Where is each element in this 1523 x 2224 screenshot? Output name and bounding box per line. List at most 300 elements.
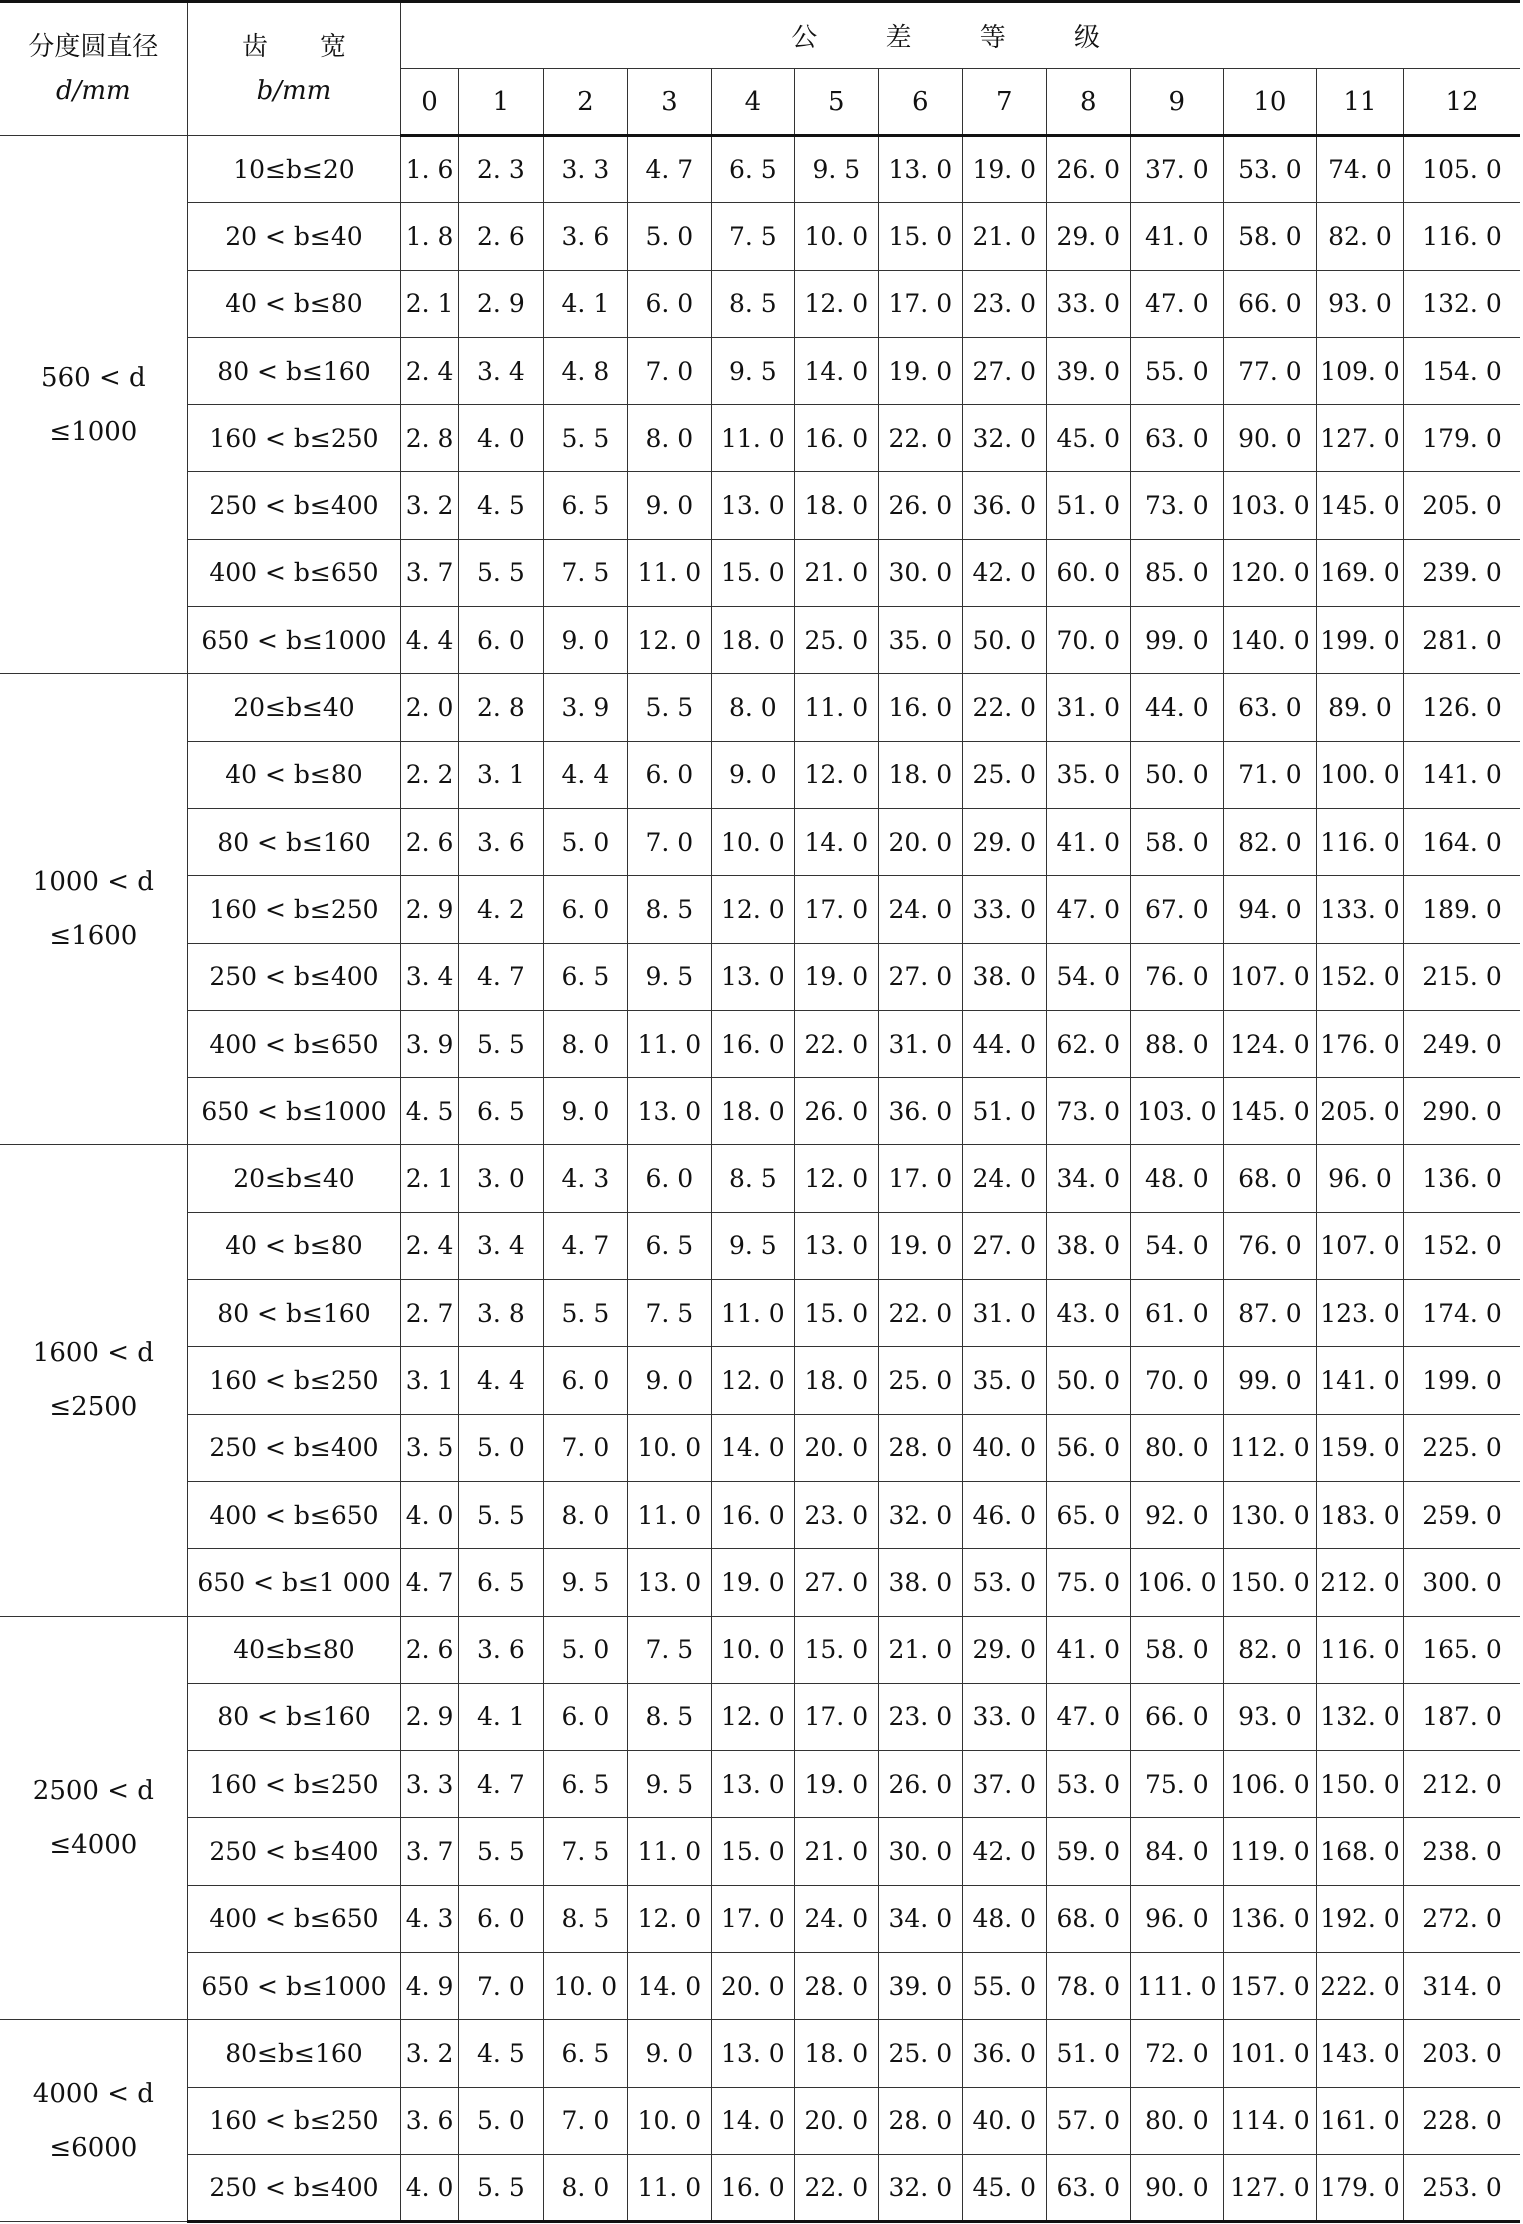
tolerance-value-cell: 105. 0 [1403,136,1520,203]
tolerance-value-cell: 53. 0 [1046,1751,1130,1818]
tolerance-value-cell: 2. 4 [401,337,459,404]
tolerance-value-cell: 84. 0 [1130,1818,1223,1885]
tolerance-value-cell: 41. 0 [1046,808,1130,875]
tolerance-value-cell: 38. 0 [1046,1212,1130,1279]
tolerance-value-cell: 165. 0 [1403,1616,1520,1683]
tolerance-value-cell: 58. 0 [1223,203,1316,270]
tolerance-value-cell: 20. 0 [878,808,962,875]
tolerance-value-cell: 13. 0 [711,943,794,1010]
tolerance-value-cell: 8. 5 [627,876,711,943]
tolerance-value-cell: 8. 0 [543,1010,627,1077]
tolerance-value-cell: 54. 0 [1130,1212,1223,1279]
tolerance-value-cell: 48. 0 [962,1885,1046,1952]
tolerance-value-cell: 3. 7 [401,1818,459,1885]
table-row [0,1145,1520,1212]
tolerance-value-cell: 10. 0 [711,808,794,875]
tolerance-value-cell: 41. 0 [1046,1616,1130,1683]
tolerance-value-cell: 16. 0 [711,1481,794,1548]
tolerance-value-cell: 253. 0 [1403,2154,1520,2221]
diameter-range-line2: ≤1600 [49,921,138,952]
tolerance-value-cell: 9. 5 [794,136,878,203]
tolerance-value-cell: 14. 0 [794,808,878,875]
tolerance-value-cell: 33. 0 [1046,270,1130,337]
tolerance-value-cell: 132. 0 [1403,270,1520,337]
tolerance-value-cell: 272. 0 [1403,1885,1520,1952]
tolerance-value-cell: 20. 0 [711,1953,794,2020]
tolerance-value-cell: 76. 0 [1130,943,1223,1010]
tolerance-value-cell: 68. 0 [1223,1145,1316,1212]
tolerance-value-cell: 12. 0 [794,741,878,808]
tolerance-value-cell: 4. 4 [543,741,627,808]
tolerance-value-cell: 53. 0 [962,1549,1046,1616]
tolerance-value-cell: 12. 0 [711,1347,794,1414]
tolerance-value-cell: 18. 0 [794,472,878,539]
width-range-cell: 650 < b≤1 000 [187,1549,401,1616]
diameter-range-cell [0,674,187,1145]
tolerance-value-cell: 4. 4 [458,1347,543,1414]
table-row [0,1280,1520,1347]
tolerance-value-cell: 24. 0 [878,876,962,943]
width-range-cell: 80 < b≤160 [187,1683,401,1750]
tolerance-value-cell: 2. 2 [401,741,459,808]
width-range-cell: 40≤b≤80 [187,1616,401,1683]
tolerance-value-cell: 27. 0 [962,1212,1046,1279]
tolerance-value-cell: 7. 5 [627,1280,711,1347]
tolerance-value-cell: 42. 0 [962,539,1046,606]
table-row [0,876,1520,943]
table-row [0,472,1520,539]
tolerance-value-cell: 7. 0 [458,1953,543,2020]
tolerance-value-cell: 99. 0 [1130,607,1223,674]
tolerance-value-cell: 6. 5 [543,472,627,539]
tolerance-value-cell: 120. 0 [1223,539,1316,606]
tolerance-value-cell: 53. 0 [1223,136,1316,203]
tolerance-value-cell: 47. 0 [1046,1683,1130,1750]
width-range-cell: 20 < b≤40 [187,203,401,270]
width-range-cell: 80 < b≤160 [187,1280,401,1347]
width-range-cell: 650 < b≤1000 [187,607,401,674]
diameter-range-line2: ≤2500 [49,1392,138,1423]
tolerance-value-cell: 17. 0 [878,1145,962,1212]
tolerance-value-cell: 106. 0 [1223,1751,1316,1818]
tolerance-value-cell: 6. 5 [627,1212,711,1279]
tolerance-value-cell: 12. 0 [711,1683,794,1750]
tolerance-value-cell: 23. 0 [878,1683,962,1750]
tolerance-value-cell: 70. 0 [1130,1347,1223,1414]
tolerance-value-cell: 3. 5 [401,1414,459,1481]
table-header [0,2,1520,136]
width-unit: b/mm [256,76,332,106]
tolerance-value-cell: 12. 0 [711,876,794,943]
tolerance-value-cell: 80. 0 [1130,1414,1223,1481]
tolerance-value-cell: 8. 5 [711,1145,794,1212]
tolerance-value-cell: 9. 0 [627,1347,711,1414]
tolerance-value-cell: 50. 0 [1046,1347,1130,1414]
tolerance-value-cell: 73. 0 [1130,472,1223,539]
tolerance-value-cell: 22. 0 [878,405,962,472]
tolerance-value-cell: 132. 0 [1316,1683,1403,1750]
tolerance-value-cell: 50. 0 [962,607,1046,674]
tolerance-value-cell: 4. 2 [458,876,543,943]
tolerance-value-cell: 35. 0 [878,607,962,674]
table-row [0,1751,1520,1818]
tolerance-value-cell: 5. 5 [543,1280,627,1347]
table-row [0,1683,1520,1750]
tolerance-value-cell: 4. 3 [543,1145,627,1212]
tolerance-value-cell: 11. 0 [794,674,878,741]
tolerance-value-cell: 141. 0 [1403,741,1520,808]
grade-header-3: 3 [627,69,711,136]
width-header [187,2,401,136]
tolerance-value-cell: 179. 0 [1316,2154,1403,2221]
diameter-range-line1: 1600 < d [32,1338,154,1369]
tolerance-value-cell: 19. 0 [794,1751,878,1818]
tolerance-value-cell: 21. 0 [794,1818,878,1885]
width-range-cell: 160 < b≤250 [187,2087,401,2154]
tolerance-value-cell: 103. 0 [1130,1078,1223,1145]
tolerance-value-cell: 222. 0 [1316,1953,1403,2020]
tolerance-value-cell: 100. 0 [1316,741,1403,808]
tolerance-value-cell: 12. 0 [794,1145,878,1212]
tolerance-value-cell: 54. 0 [1046,943,1130,1010]
tolerance-value-cell: 2. 6 [458,203,543,270]
grades-header: 公 差 等 级 [401,2,1520,69]
tolerance-value-cell: 2. 8 [458,674,543,741]
width-range-cell: 10≤b≤20 [187,136,401,203]
tolerance-value-cell: 9. 5 [627,1751,711,1818]
tolerance-value-cell: 5. 5 [458,1818,543,1885]
tolerance-value-cell: 96. 0 [1316,1145,1403,1212]
grade-header-4: 4 [711,69,794,136]
tolerance-value-cell: 9. 5 [711,337,794,404]
tolerance-value-cell: 145. 0 [1223,1078,1316,1145]
tolerance-value-cell: 124. 0 [1223,1010,1316,1077]
tolerance-value-cell: 8. 0 [543,2154,627,2221]
tolerance-value-cell: 3. 3 [543,136,627,203]
tolerance-value-cell: 179. 0 [1403,405,1520,472]
tolerance-value-cell: 199. 0 [1316,607,1403,674]
tolerance-value-cell: 2. 8 [401,405,459,472]
tolerance-value-cell: 58. 0 [1130,1616,1223,1683]
tolerance-value-cell: 143. 0 [1316,2020,1403,2087]
tolerance-value-cell: 136. 0 [1403,1145,1520,1212]
tolerance-value-cell: 20. 0 [794,2087,878,2154]
tolerance-value-cell: 67. 0 [1130,876,1223,943]
tolerance-value-cell: 159. 0 [1316,1414,1403,1481]
tolerance-value-cell: 96. 0 [1130,1885,1223,1952]
tolerance-value-cell: 314. 0 [1403,1953,1520,2020]
tolerance-value-cell: 3. 4 [401,943,459,1010]
tolerance-value-cell: 35. 0 [962,1347,1046,1414]
tolerance-value-cell: 8. 5 [627,1683,711,1750]
tolerance-value-cell: 8. 5 [543,1885,627,1952]
tolerance-value-cell: 66. 0 [1223,270,1316,337]
tolerance-value-cell: 3. 7 [401,539,459,606]
tolerance-value-cell: 13. 0 [711,2020,794,2087]
grade-header-0: 0 [401,69,459,136]
tolerance-value-cell: 19. 0 [962,136,1046,203]
table-row [0,2087,1520,2154]
width-range-cell: 80 < b≤160 [187,808,401,875]
tolerance-value-cell: 192. 0 [1316,1885,1403,1952]
tolerance-value-cell: 18. 0 [878,741,962,808]
tolerance-value-cell: 15. 0 [711,539,794,606]
tolerance-value-cell: 11. 0 [711,1280,794,1347]
tolerance-value-cell: 94. 0 [1223,876,1316,943]
tolerance-value-cell: 11. 0 [627,1010,711,1077]
tolerance-value-cell: 8. 0 [711,674,794,741]
tolerance-value-cell: 27. 0 [878,943,962,1010]
grade-header-10: 10 [1223,69,1316,136]
tolerance-value-cell: 77. 0 [1223,337,1316,404]
table-row [0,136,1520,203]
tolerance-value-cell: 12. 0 [627,1885,711,1952]
tolerance-value-cell: 116. 0 [1316,1616,1403,1683]
tolerance-value-cell: 89. 0 [1316,674,1403,741]
tolerance-value-cell: 4. 0 [401,2154,459,2221]
tolerance-value-cell: 85. 0 [1130,539,1223,606]
tolerance-value-cell: 212. 0 [1403,1751,1520,1818]
tolerance-value-cell: 32. 0 [878,2154,962,2221]
tolerance-value-cell: 116. 0 [1403,203,1520,270]
tolerance-value-cell: 23. 0 [962,270,1046,337]
tolerance-value-cell: 5. 5 [627,674,711,741]
tolerance-value-cell: 8. 0 [543,1481,627,1548]
tolerance-value-cell: 5. 0 [543,1616,627,1683]
tolerance-value-cell: 88. 0 [1130,1010,1223,1077]
tolerance-value-cell: 44. 0 [1130,674,1223,741]
tolerance-value-cell: 17. 0 [878,270,962,337]
tolerance-value-cell: 45. 0 [962,2154,1046,2221]
tolerance-value-cell: 24. 0 [962,1145,1046,1212]
tolerance-value-cell: 3. 8 [458,1280,543,1347]
tolerance-value-cell: 73. 0 [1046,1078,1130,1145]
tolerance-value-cell: 281. 0 [1403,607,1520,674]
tolerance-value-cell: 25. 0 [794,607,878,674]
table-row [0,2154,1520,2221]
tolerance-value-cell: 22. 0 [794,2154,878,2221]
tolerance-value-cell: 123. 0 [1316,1280,1403,1347]
tolerance-value-cell: 4. 5 [401,1078,459,1145]
tolerance-value-cell: 9. 0 [711,741,794,808]
tolerance-value-cell: 290. 0 [1403,1078,1520,1145]
tolerance-value-cell: 4. 5 [458,2020,543,2087]
tolerance-value-cell: 28. 0 [878,1414,962,1481]
tolerance-value-cell: 9. 0 [543,1078,627,1145]
grade-header-1: 1 [458,69,543,136]
table-row [0,1953,1520,2020]
table-row [0,203,1520,270]
tolerance-value-cell: 3. 2 [401,472,459,539]
tolerance-value-cell: 10. 0 [794,203,878,270]
tolerance-value-cell: 17. 0 [711,1885,794,1952]
tolerance-value-cell: 63. 0 [1046,2154,1130,2221]
width-range-cell: 400 < b≤650 [187,1481,401,1548]
table-body [0,136,1520,2222]
width-range-cell: 20≤b≤40 [187,1145,401,1212]
tolerance-value-cell: 18. 0 [794,1347,878,1414]
tolerance-value-cell: 154. 0 [1403,337,1520,404]
tolerance-value-cell: 63. 0 [1223,674,1316,741]
tolerance-value-cell: 11. 0 [711,405,794,472]
tolerance-value-cell: 6. 0 [627,270,711,337]
tolerance-value-cell: 7. 5 [543,1818,627,1885]
tolerance-value-cell: 140. 0 [1223,607,1316,674]
tolerance-value-cell: 2. 9 [401,1683,459,1750]
tolerance-value-cell: 99. 0 [1223,1347,1316,1414]
tolerance-value-cell: 6. 0 [458,607,543,674]
tolerance-value-cell: 1. 8 [401,203,459,270]
tolerance-value-cell: 25. 0 [962,741,1046,808]
tolerance-value-cell: 20. 0 [794,1414,878,1481]
tolerance-value-cell: 176. 0 [1316,1010,1403,1077]
width-range-cell: 160 < b≤250 [187,876,401,943]
tolerance-value-cell: 29. 0 [1046,203,1130,270]
tolerance-value-cell: 225. 0 [1403,1414,1520,1481]
tolerance-value-cell: 141. 0 [1316,1347,1403,1414]
tolerance-value-cell: 16. 0 [711,1010,794,1077]
tolerance-value-cell: 6. 0 [543,1683,627,1750]
tolerance-value-cell: 45. 0 [1046,405,1130,472]
tolerance-value-cell: 27. 0 [962,337,1046,404]
tolerance-value-cell: 5. 0 [543,808,627,875]
tolerance-value-cell: 12. 0 [794,270,878,337]
tolerance-value-cell: 13. 0 [627,1078,711,1145]
tolerance-value-cell: 46. 0 [962,1481,1046,1548]
width-range-cell: 40 < b≤80 [187,741,401,808]
diameter-range-line2: ≤1000 [49,416,138,447]
grade-header-6: 6 [878,69,962,136]
tolerance-value-cell: 30. 0 [878,539,962,606]
tolerance-value-cell: 7. 0 [543,1414,627,1481]
tolerance-value-cell: 14. 0 [627,1953,711,2020]
tolerance-value-cell: 40. 0 [962,2087,1046,2154]
tolerance-value-cell: 3. 6 [458,808,543,875]
tolerance-value-cell: 136. 0 [1223,1885,1316,1952]
tolerance-value-cell: 103. 0 [1223,472,1316,539]
tolerance-value-cell: 6. 0 [627,1145,711,1212]
width-range-cell: 40 < b≤80 [187,270,401,337]
tolerance-value-cell: 106. 0 [1130,1549,1223,1616]
tolerance-value-cell: 11. 0 [627,2154,711,2221]
tolerance-value-cell: 4. 7 [543,1212,627,1279]
tolerance-value-cell: 6. 5 [543,2020,627,2087]
tolerance-value-cell: 4. 7 [401,1549,459,1616]
width-range-cell: 250 < b≤400 [187,1818,401,1885]
tolerance-value-cell: 3. 6 [458,1616,543,1683]
tolerance-value-cell: 50. 0 [1130,741,1223,808]
tolerance-value-cell: 61. 0 [1130,1280,1223,1347]
tolerance-value-cell: 14. 0 [711,2087,794,2154]
tolerance-value-cell: 60. 0 [1046,539,1130,606]
diameter-range-line1: 560 < d [41,362,146,393]
tolerance-value-cell: 101. 0 [1223,2020,1316,2087]
tolerance-value-cell: 8. 0 [627,405,711,472]
tolerance-value-cell: 37. 0 [1130,136,1223,203]
tolerance-value-cell: 9. 5 [711,1212,794,1279]
grade-header-12: 12 [1403,69,1520,136]
width-range-cell: 40 < b≤80 [187,1212,401,1279]
tolerance-value-cell: 51. 0 [1046,2020,1130,2087]
tolerance-value-cell: 21. 0 [962,203,1046,270]
tolerance-value-cell: 30. 0 [878,1818,962,1885]
table-row [0,270,1520,337]
table-row [0,1481,1520,1548]
tolerance-value-cell: 4. 3 [401,1885,459,1952]
tolerance-value-cell: 116. 0 [1316,808,1403,875]
tolerance-value-cell: 92. 0 [1130,1481,1223,1548]
tolerance-value-cell: 19. 0 [794,943,878,1010]
tolerance-value-cell: 127. 0 [1316,405,1403,472]
tolerance-value-cell: 4. 5 [458,472,543,539]
tolerance-value-cell: 7. 0 [543,2087,627,2154]
tolerance-value-cell: 150. 0 [1223,1549,1316,1616]
tolerance-value-cell: 5. 5 [458,1481,543,1548]
tolerance-value-cell: 4. 0 [458,405,543,472]
tolerance-value-cell: 47. 0 [1046,876,1130,943]
tolerance-value-cell: 59. 0 [1046,1818,1130,1885]
width-range-cell: 250 < b≤400 [187,1414,401,1481]
tolerance-value-cell: 40. 0 [962,1414,1046,1481]
diameter-label: 分度圆直径 [28,32,159,62]
tolerance-value-cell: 6. 5 [543,943,627,1010]
tolerance-value-cell: 8. 5 [711,270,794,337]
tolerance-value-cell: 17. 0 [794,876,878,943]
tolerance-value-cell: 33. 0 [962,1683,1046,1750]
tolerance-value-cell: 205. 0 [1403,472,1520,539]
tolerance-value-cell: 3. 6 [401,2087,459,2154]
grade-header-9: 9 [1130,69,1223,136]
tolerance-value-cell: 31. 0 [1046,674,1130,741]
tolerance-value-cell: 16. 0 [878,674,962,741]
tolerance-value-cell: 249. 0 [1403,1010,1520,1077]
tolerance-value-cell: 65. 0 [1046,1481,1130,1548]
width-range-cell: 250 < b≤400 [187,2154,401,2221]
tolerance-value-cell: 25. 0 [878,1347,962,1414]
tolerance-value-cell: 26. 0 [794,1078,878,1145]
tolerance-value-cell: 3. 2 [401,2020,459,2087]
table-row [0,607,1520,674]
tolerance-value-cell: 13. 0 [794,1212,878,1279]
tolerance-value-cell: 107. 0 [1223,943,1316,1010]
tolerance-value-cell: 6. 0 [627,741,711,808]
diameter-range-line1: 1000 < d [32,867,154,898]
tolerance-value-cell: 90. 0 [1130,2154,1223,2221]
tolerance-value-cell: 43. 0 [1046,1280,1130,1347]
width-range-cell: 400 < b≤650 [187,1885,401,1952]
tolerance-value-cell: 5. 5 [458,1010,543,1077]
diameter-range-line1: 4000 < d [32,2078,154,2109]
tolerance-value-cell: 111. 0 [1130,1953,1223,2020]
table-row [0,405,1520,472]
tolerance-value-cell: 47. 0 [1130,270,1223,337]
tolerance-value-cell: 2. 1 [401,1145,459,1212]
tolerance-value-cell: 114. 0 [1223,2087,1316,2154]
tolerance-value-cell: 112. 0 [1223,1414,1316,1481]
tolerance-value-cell: 75. 0 [1046,1549,1130,1616]
tolerance-value-cell: 32. 0 [962,405,1046,472]
tolerance-value-cell: 31. 0 [878,1010,962,1077]
tolerance-value-cell: 157. 0 [1223,1953,1316,2020]
tolerance-value-cell: 6. 5 [711,136,794,203]
tolerance-value-cell: 32. 0 [878,1481,962,1548]
tolerance-value-cell: 75. 0 [1130,1751,1223,1818]
tolerance-value-cell: 51. 0 [1046,472,1130,539]
width-range-cell: 160 < b≤250 [187,1751,401,1818]
tolerance-value-cell: 18. 0 [794,2020,878,2087]
tolerance-value-cell: 2. 0 [401,674,459,741]
tolerance-value-cell: 29. 0 [962,1616,1046,1683]
